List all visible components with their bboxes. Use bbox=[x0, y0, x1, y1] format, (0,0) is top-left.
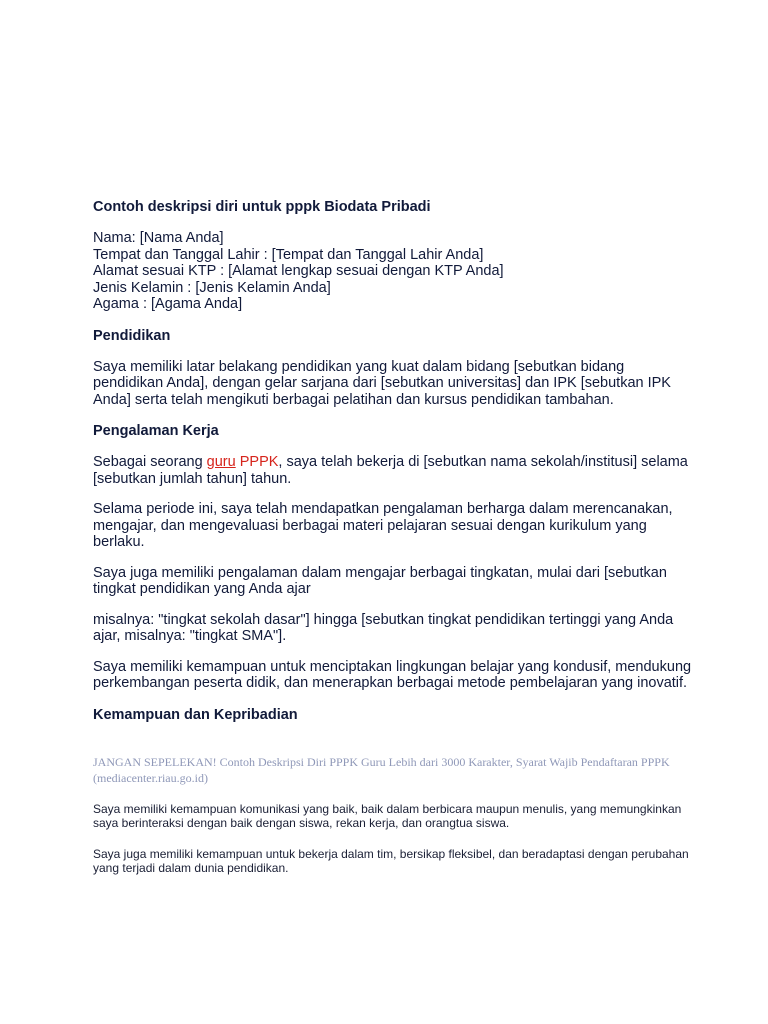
link-guru[interactable]: guru bbox=[206, 454, 236, 470]
paragraph-pengalaman-4: misalnya: "tingkat sekolah dasar"] hingga [sebutkan tingkat pendidikan tertinggi yang Anda ajar, misalnya: "tingkat SMA"]. bbox=[93, 611, 674, 644]
pengalaman-suffix: , saya telah bekerja di [sebutkan nama sekolah/institusi] selama [sebutkan jumlah tahun] tahun. bbox=[93, 454, 688, 487]
pengalaman-prefix: Sebagai seorang bbox=[93, 454, 207, 470]
heading-pengalaman-kerja: Pengalaman Kerja bbox=[93, 423, 219, 439]
heading-kemampuan: Kemampuan dan Kepribadian bbox=[93, 706, 298, 723]
paragraph-pengalaman-1 bbox=[93, 454, 693, 487]
image-caption: JANGAN SEPELEKAN! Contoh Deskripsi Diri PPPK Guru Lebih dari 3000 Karakter, Syarat Wajib Pendaftaran PPPK (mediacenter.riau.go.id) bbox=[93, 754, 670, 785]
heading-pendidikan: Pendidikan bbox=[93, 327, 171, 344]
document-title: Contoh deskripsi diri untuk pppk Biodata Pribadi bbox=[93, 199, 431, 215]
paragraph-pengalaman-5: Saya memiliki kemampuan untuk menciptakan lingkungan belajar yang kondusif, mendukung perkembangan peserta didik, dan menerapkan berbagai metode pembelajaran yang inovatif. bbox=[93, 658, 692, 691]
paragraph-kemampuan-1: Saya memiliki kemampuan komunikasi yang baik, baik dalam berbicara maupun menulis, yang memungkinkan saya berinteraksi dengan baik dengan siswa, rekan kerja, dan orangtua siswa. bbox=[93, 801, 682, 830]
bio-jenis-kelamin: Jenis Kelamin : [Jenis Kelamin Anda] bbox=[93, 279, 331, 296]
link-pppk[interactable]: PPPK bbox=[239, 454, 279, 470]
biodata-block bbox=[93, 230, 693, 313]
bio-agama: Agama : [Agama Anda] bbox=[93, 296, 243, 312]
paragraph-kemampuan-2: Saya juga memiliki kemampuan untuk bekerja dalam tim, bersikap fleksibel, dan beradaptasi dengan perubahan yang terjadi dalam dunia pendidikan. bbox=[93, 846, 689, 875]
bio-alamat: Alamat sesuai KTP : [Alamat lengkap sesuai dengan KTP Anda] bbox=[93, 263, 504, 279]
bio-nama: Nama: [Nama Anda] bbox=[93, 230, 224, 246]
paragraph-pengalaman-2: Selama periode ini, saya telah mendapatkan pengalaman berharga dalam merencanakan, mengajar, dan mengevaluasi berbagai materi pelajaran sesuai dengan kurikulum yang berlaku. bbox=[93, 501, 673, 550]
paragraph-pengalaman-3: Saya juga memiliki pengalaman dalam mengajar berbagai tingkatan, mulai dari [sebutkan tingkat pendidikan yang Anda ajar bbox=[93, 564, 667, 597]
paragraph-pendidikan: Saya memiliki latar belakang pendidikan yang kuat dalam bidang [sebutkan bidang pendidikan Anda], dengan gelar sarjana dari [sebutkan universitas] dan IPK [sebutkan IPK Anda] serta telah mengikuti berbagai pelatihan dan kursus pendidikan tambahan. bbox=[93, 358, 671, 408]
bio-ttl: Tempat dan Tanggal Lahir : [Tempat dan Tanggal Lahir Anda] bbox=[93, 246, 484, 263]
document-body bbox=[93, 198, 693, 892]
